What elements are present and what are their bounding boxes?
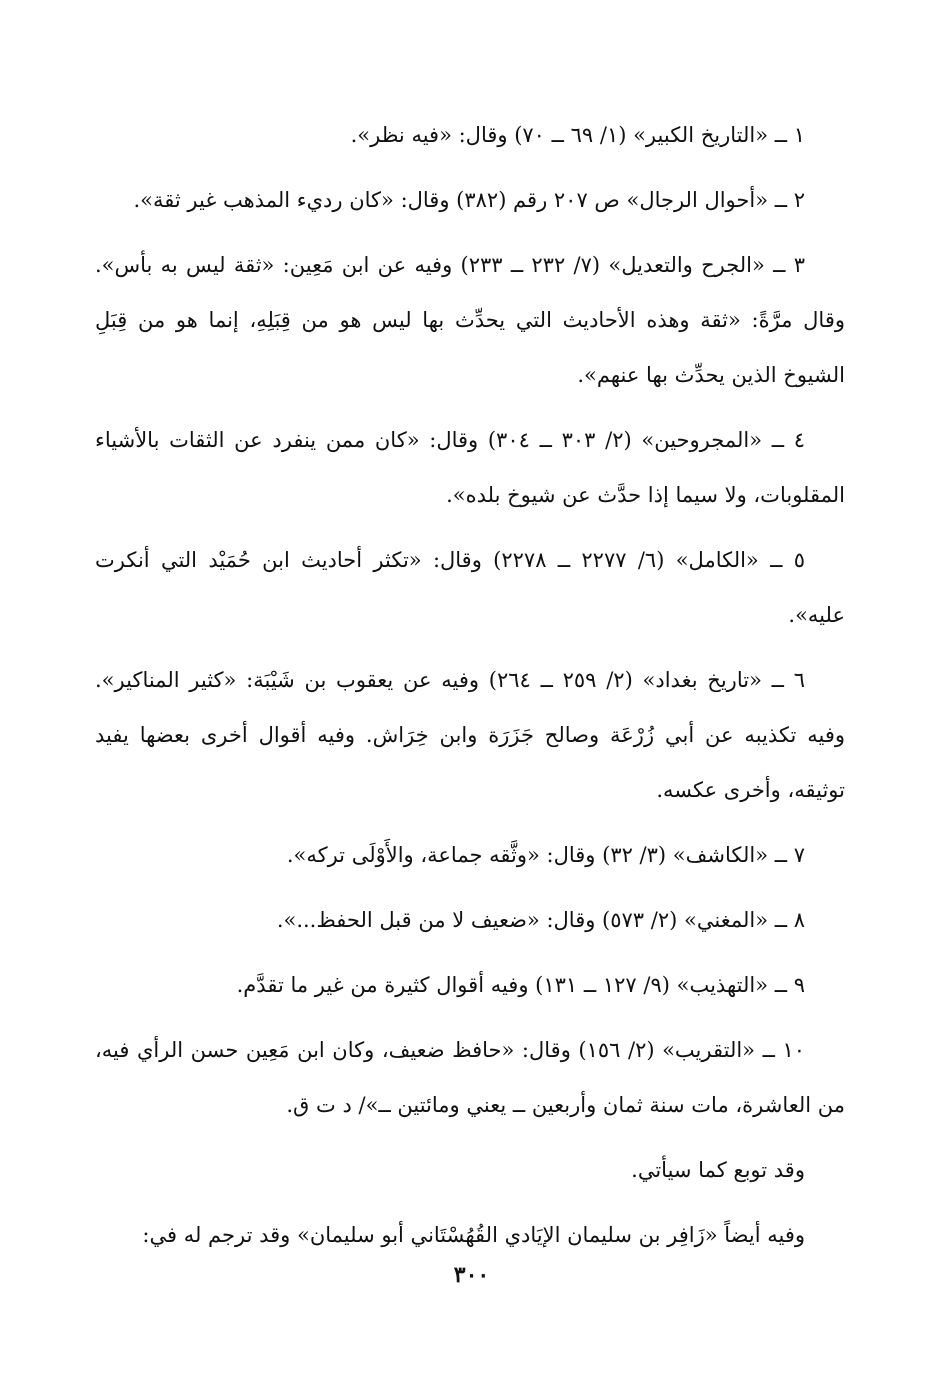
footnote-list bbox=[95, 108, 845, 1273]
footnote-item-7: ٧ ــ «الكاشف» (٣/ ٣٢) وقال: «وثَّقه جماعة، والأَوْلَى تركه». bbox=[286, 843, 805, 867]
body-paragraph-followed: وقد توبع كما سيأتي. bbox=[631, 1158, 805, 1182]
footnote-item-10: ١٠ ــ «التقريب» (٢/ ١٥٦) وقال: «حافظ ضعيف، وكان ابن مَعِين حسن الرأي فيه، من العاشرة، مات سنة ثمان وأربعين ــ يعني ومائتين ــ»/ د ت ق. bbox=[95, 1038, 845, 1117]
footnote-item-5: ٥ ــ «الكامل» (٦/ ٢٢٧٧ ــ ٢٢٧٨) وقال: «تكثر أحاديث ابن حُمَيْد التي أنكرت عليه». bbox=[95, 548, 845, 627]
footnote-item-1: ١ ــ «التاريخ الكبير» (١/ ٦٩ ــ ٧٠) وقال: «فيه نظر». bbox=[350, 123, 805, 147]
page-number: ٣٠٠ bbox=[453, 1262, 490, 1288]
footnote-item-4: ٤ ــ «المجروحين» (٢/ ٣٠٣ ــ ٣٠٤) وقال: «كان ممن ينفرد عن الثقات بالأشياء المقلوبات، ولا سيما إذا حدَّث عن شيوخ بلده». bbox=[95, 428, 845, 507]
body-paragraph-also: وفيه أيضاً «زَافِر بن سليمان الإيَادي القُهُسْتَاني أبو سليمان» وقد ترجم له في: bbox=[142, 1223, 805, 1247]
footnote-item-3: ٣ ــ «الجرح والتعديل» (٧/ ٢٣٢ ــ ٢٣٣) وفيه عن ابن مَعِين: «ثقة ليس به بأس». وقال مرَّةً: «ثقة وهذه الأحاديث التي يحدِّث بها ليس هو من قِبَلِهِ، إنما هو من قِبَلِ الشيوخ الذين يحدِّث بها عنهم». bbox=[95, 253, 845, 387]
footnote-item-6: ٦ ــ «تاريخ بغداد» (٢/ ٢٥٩ ــ ٢٦٤) وفيه عن يعقوب بن شَيْبَة: «كثير المناكير». وفيه تكذيبه عن أبي زُرْعَة وصالح جَزَرَة وابن خِرَاش. وفيه أقوال أخرى بعضها يفيد توثيقه، وأخرى عكسه. bbox=[95, 668, 845, 802]
footnote-item-2: ٢ ــ «أحوال الرجال» ص ٢٠٧ رقم (٣٨٢) وقال: «كان رديء المذهب غير ثقة». bbox=[133, 188, 805, 212]
footnote-item-8: ٨ ــ «المغني» (٢/ ٥٧٣) وقال: «ضعيف لا من قبل الحفظ...». bbox=[276, 908, 805, 932]
footnote-item-9: ٩ ــ «التهذيب» (٩/ ١٢٧ ــ ١٣١) وفيه أقوال كثيرة من غير ما تقدَّم. bbox=[236, 973, 805, 997]
